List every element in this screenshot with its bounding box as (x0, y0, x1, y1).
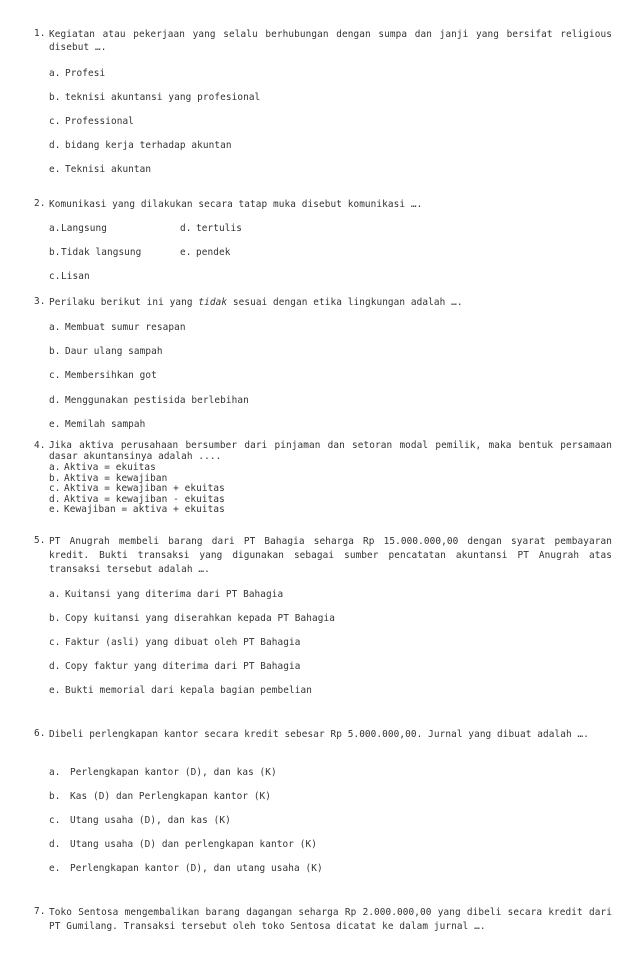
option-3c: c. Membersihkan got (49, 370, 157, 381)
option-1a: a. Profesi (49, 68, 106, 79)
option-3a: a. Membuat sumur resapan (49, 322, 186, 333)
option-2e: e. pendek (180, 247, 231, 258)
question-number: 7. (34, 906, 46, 917)
option-5b: b. Copy kuitansi yang diserahkan kepada PT Bahagia (49, 613, 335, 624)
question-number: 4. (34, 440, 46, 451)
question-text: Toko Sentosa mengembalikan barang dagangan seharga Rp 2.000.000,00 yang dibeli secara kredit dari PT Gumilang. Transaksi tersebut oleh toko Sentosa dicatat ke dalam jurnal …. (49, 907, 612, 932)
option-6c: c. Utang usaha (D), dan kas (K) (49, 815, 231, 826)
option-1c: c. Professional (49, 116, 134, 127)
question-2 (34, 198, 612, 211)
option-1e: e. Teknisi akuntan (49, 164, 152, 175)
option-1d: d. bidang kerja terhadap akuntan (49, 140, 232, 151)
option-6d: d. Utang usaha (D) dan perlengkapan kantor (K) (49, 839, 318, 850)
option-5d: d. Copy faktur yang diterima dari PT Bahagia (49, 661, 301, 672)
question-1 (34, 28, 612, 54)
option-3d: d. Menggunakan pestisida berlebihan (49, 395, 249, 406)
option-4e: e. Kewajiban = aktiva + ekuitas (49, 504, 225, 515)
option-4d: d. Aktiva = kewajiban - ekuitas (49, 493, 225, 505)
option-2d: d. tertulis (180, 223, 242, 234)
option-6a: a. Perlengkapan kantor (D), dan kas (K) (49, 767, 277, 778)
option-2b: b.Tidak langsung (49, 247, 142, 258)
emphasis-text: tidak (198, 297, 228, 308)
question-text: PT Anugrah membeli barang dari PT Bahagia seharga Rp 15.000.000,00 dengan syarat pembayaran kredit. Bukti transaksi yang digunakan sebagai sumber pencatatan akuntansi PT Anugrah atas transaksi tersebut adalah …. (49, 536, 612, 575)
option-3b: b. Daur ulang sampah (49, 346, 163, 357)
option-4b: b. Aktiva = kewajiban (49, 472, 168, 484)
option-2a: a.Langsung (49, 223, 107, 234)
question-4 (34, 440, 612, 462)
option-5e: e. Bukti memorial dari kepala bagian pembelian (49, 685, 313, 696)
option-4c: c. Aktiva = kewajiban + ekuitas (49, 483, 225, 494)
question-text: Komunikasi yang dilakukan secara tatap muka disebut komunikasi …. (49, 199, 423, 210)
question-text: Dibeli perlengkapan kantor secara kredit sebesar Rp 5.000.000,00. Jurnal yang dibuat adalah …. (49, 729, 589, 740)
option-2c: c.Lisan (49, 271, 90, 282)
question-3 (34, 296, 612, 309)
question-number: 6. (34, 728, 46, 739)
question-number: 5. (34, 535, 46, 546)
question-text: Jika aktiva perusahaan bersumber dari pinjaman dan setoran modal pemilik, maka bentuk persamaan dasar akuntansinya adalah .... (49, 440, 612, 462)
option-1b: b. teknisi akuntansi yang profesional (49, 92, 261, 103)
question-text: Kegiatan atau pekerjaan yang selalu berhubungan dengan sumpa dan janji yang bersifat religious disebut …. (49, 29, 612, 53)
option-6e: e. Perlengkapan kantor (D), dan utang usaha (K) (49, 863, 323, 874)
option-4a: a. Aktiva = ekuitas (49, 462, 156, 473)
question-text: Perilaku berikut ini yang tidak sesuai dengan etika lingkungan adalah …. (49, 297, 463, 308)
question-number: 2. (34, 198, 46, 209)
question-5 (34, 535, 612, 577)
question-number: 3. (34, 296, 46, 307)
option-3e: e. Memilah sampah (49, 419, 146, 430)
option-6b: b. Kas (D) dan Perlengkapan kantor (K) (49, 791, 272, 802)
question-number: 1. (34, 28, 46, 39)
option-5c: c. Faktur (asli) yang dibuat oleh PT Bahagia (49, 637, 301, 648)
option-5a: a. Kuitansi yang diterima dari PT Bahagia (49, 589, 284, 600)
question-6 (34, 728, 612, 742)
option-list-4 (49, 463, 225, 516)
question-7 (34, 906, 612, 934)
